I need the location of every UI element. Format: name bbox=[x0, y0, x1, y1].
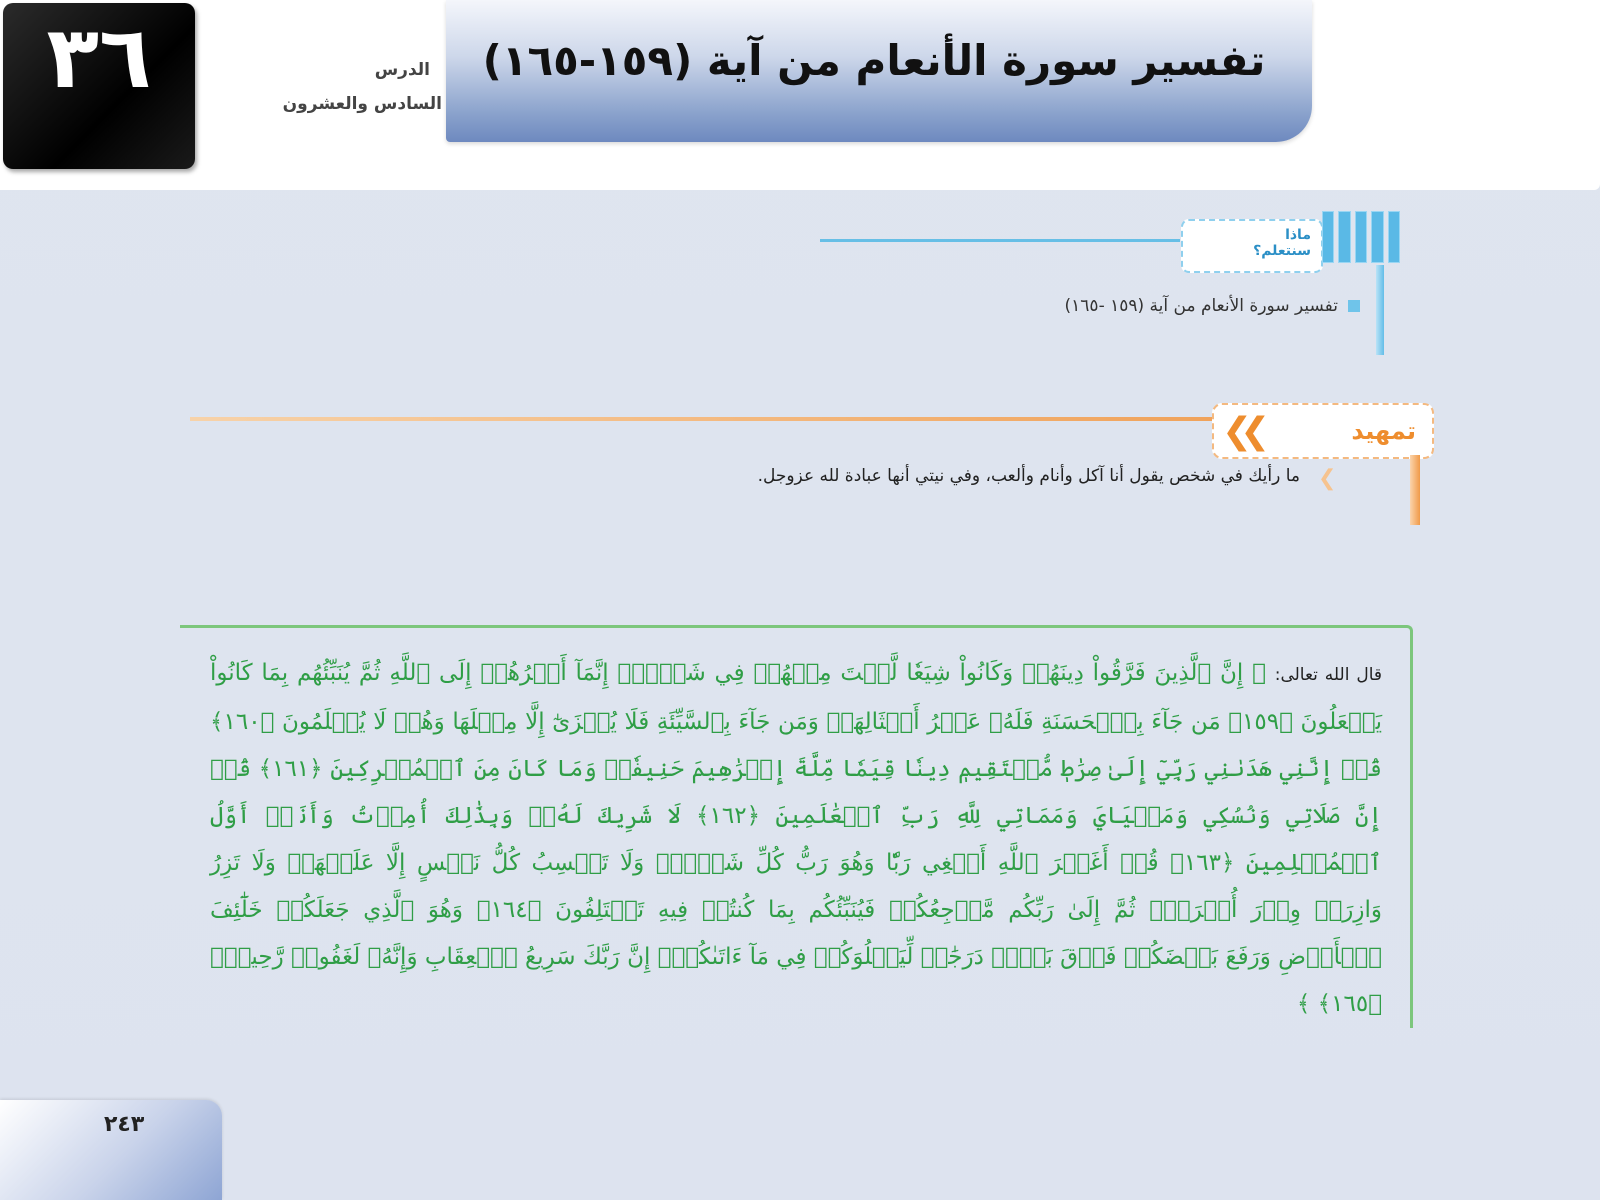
lesson-ordinal: السادس والعشرون bbox=[282, 94, 442, 114]
learn-objective bbox=[840, 296, 1360, 324]
intro-tag bbox=[1212, 403, 1434, 459]
learn-objective-text: تفسير سورة الأنعام من آية (١٥٩ -١٦٥) bbox=[1064, 296, 1338, 316]
learn-side-bar bbox=[1376, 265, 1384, 355]
chevron-left-icon: ❮ bbox=[1318, 466, 1337, 491]
quran-prefix: قال الله تعالى: bbox=[1274, 665, 1383, 685]
title-banner bbox=[446, 0, 1312, 142]
lesson-number-badge bbox=[3, 3, 195, 169]
intro-question: ما رأيك في شخص يقول أنا آكل وأنام وألعب، وفي نيتي أنها عبادة لله عزوجل. bbox=[757, 466, 1300, 486]
lesson-word: الدرس bbox=[374, 60, 430, 80]
intro-tag-label: تمهيد bbox=[1351, 417, 1416, 445]
page-number: ٢٤٣ bbox=[104, 1112, 145, 1137]
bullet-square-icon bbox=[1348, 300, 1360, 312]
quran-passage bbox=[210, 650, 1382, 1020]
learn-tag-line1: ماذا bbox=[1285, 227, 1311, 243]
intro-side-bar bbox=[1410, 455, 1420, 525]
lesson-number: ٣٦ bbox=[46, 8, 152, 108]
lesson-label bbox=[196, 60, 442, 130]
double-chevron-icon: ❮❮ bbox=[1222, 411, 1259, 452]
books-icon bbox=[1322, 211, 1400, 263]
quran-verses: ﴿ إِنَّ ٱلَّذِينَ فَرَّقُواْ دِينَهُمۡ وَكَانُواْ شِيَعٗا لَّسۡتَ مِنۡهُمۡ فِي شَيۡءٍۚ إِنَّمَآ أَمۡرُهُمۡ إِلَى ٱللَّهِ ثُمَّ يُنَبِّئُهُم بِمَا كَانُواْ يَفۡعَلُونَ ﴿١٥٩﴾ مَن جَآءَ بِٱلۡحَسَنَةِ فَلَهُۥ عَشۡرُ أَمۡثَالِهَاۖ وَمَن جَآءَ بِٱلسَّيِّئَةِ فَلَا يُجۡزَىٰٓ إِلَّا مِثۡلَهَا وَهُمۡ لَا يُظۡلَمُونَ ﴿١٦٠﴾ قُلۡ إِنَّنِي هَدَىٰنِي رَبِّيٓ إِلَىٰ صِرَٰطٖ مُّسۡتَقِيمٖ دِينٗا قِيَمٗا مِّلَّةَ إِبۡرَٰهِيمَ حَنِيفٗاۚ وَمَا كَانَ مِنَ ٱلۡمُشۡرِكِينَ ﴿١٦١﴾ قُلۡ إِنَّ صَلَاتِي وَنُسُكِي وَمَحۡيَايَ وَمَمَاتِي لِلَّهِ رَبِّ ٱلۡعَٰلَمِينَ ﴿١٦٢﴾ لَا شَرِيكَ لَهُۥۖ وَبِذَٰلِكَ أُمِرۡتُ وَأَنَا۠ أَوَّلُ ٱلۡمُسۡلِمِينَ ﴿١٦٣﴾ قُلۡ أَغَيۡرَ ٱللَّهِ أَبۡغِي رَبّٗا وَهُوَ رَبُّ كُلِّ شَيۡءٖۚ وَلَا تَكۡسِبُ كُلُّ نَفۡسٍ إِلَّا عَلَيۡهَاۚ وَلَا تَزِرُ وَازِرَةٞ وِزۡرَ أُخۡرَىٰۚ ثُمَّ إِلَىٰ رَبِّكُم مَّرۡجِعُكُمۡ فَيُنَبِّئُكُم بِمَا كُنتُمۡ فِيهِ تَخۡتَلِفُونَ ﴿١٦٤﴾ وَهُوَ ٱلَّذِي جَعَلَكُمۡ خَلَٰٓئِفَ ٱلۡأَرۡضِ وَرَفَعَ بَعۡضَكُمۡ فَوۡقَ بَعۡضٖ دَرَجَٰتٖ لِّيَبۡلُوَكُمۡ فِي مَآ ءَاتَىٰكُمۡۗ إِنَّ رَبَّكَ سَرِيعُ ٱلۡعِقَابِ وَإِنَّهُۥ لَغَفُورٞ رَّحِيمُۢ ﴿١٦٥﴾ ﴾ bbox=[210, 660, 1383, 1017]
learn-divider bbox=[820, 239, 1180, 242]
intro-divider bbox=[190, 417, 1220, 421]
learn-tag bbox=[1181, 219, 1323, 273]
page-title: تفسير سورة الأنعام من آية (١٥٩-١٦٥) bbox=[482, 36, 1266, 85]
learn-tag-line2: سنتعلم؟ bbox=[1253, 243, 1311, 259]
